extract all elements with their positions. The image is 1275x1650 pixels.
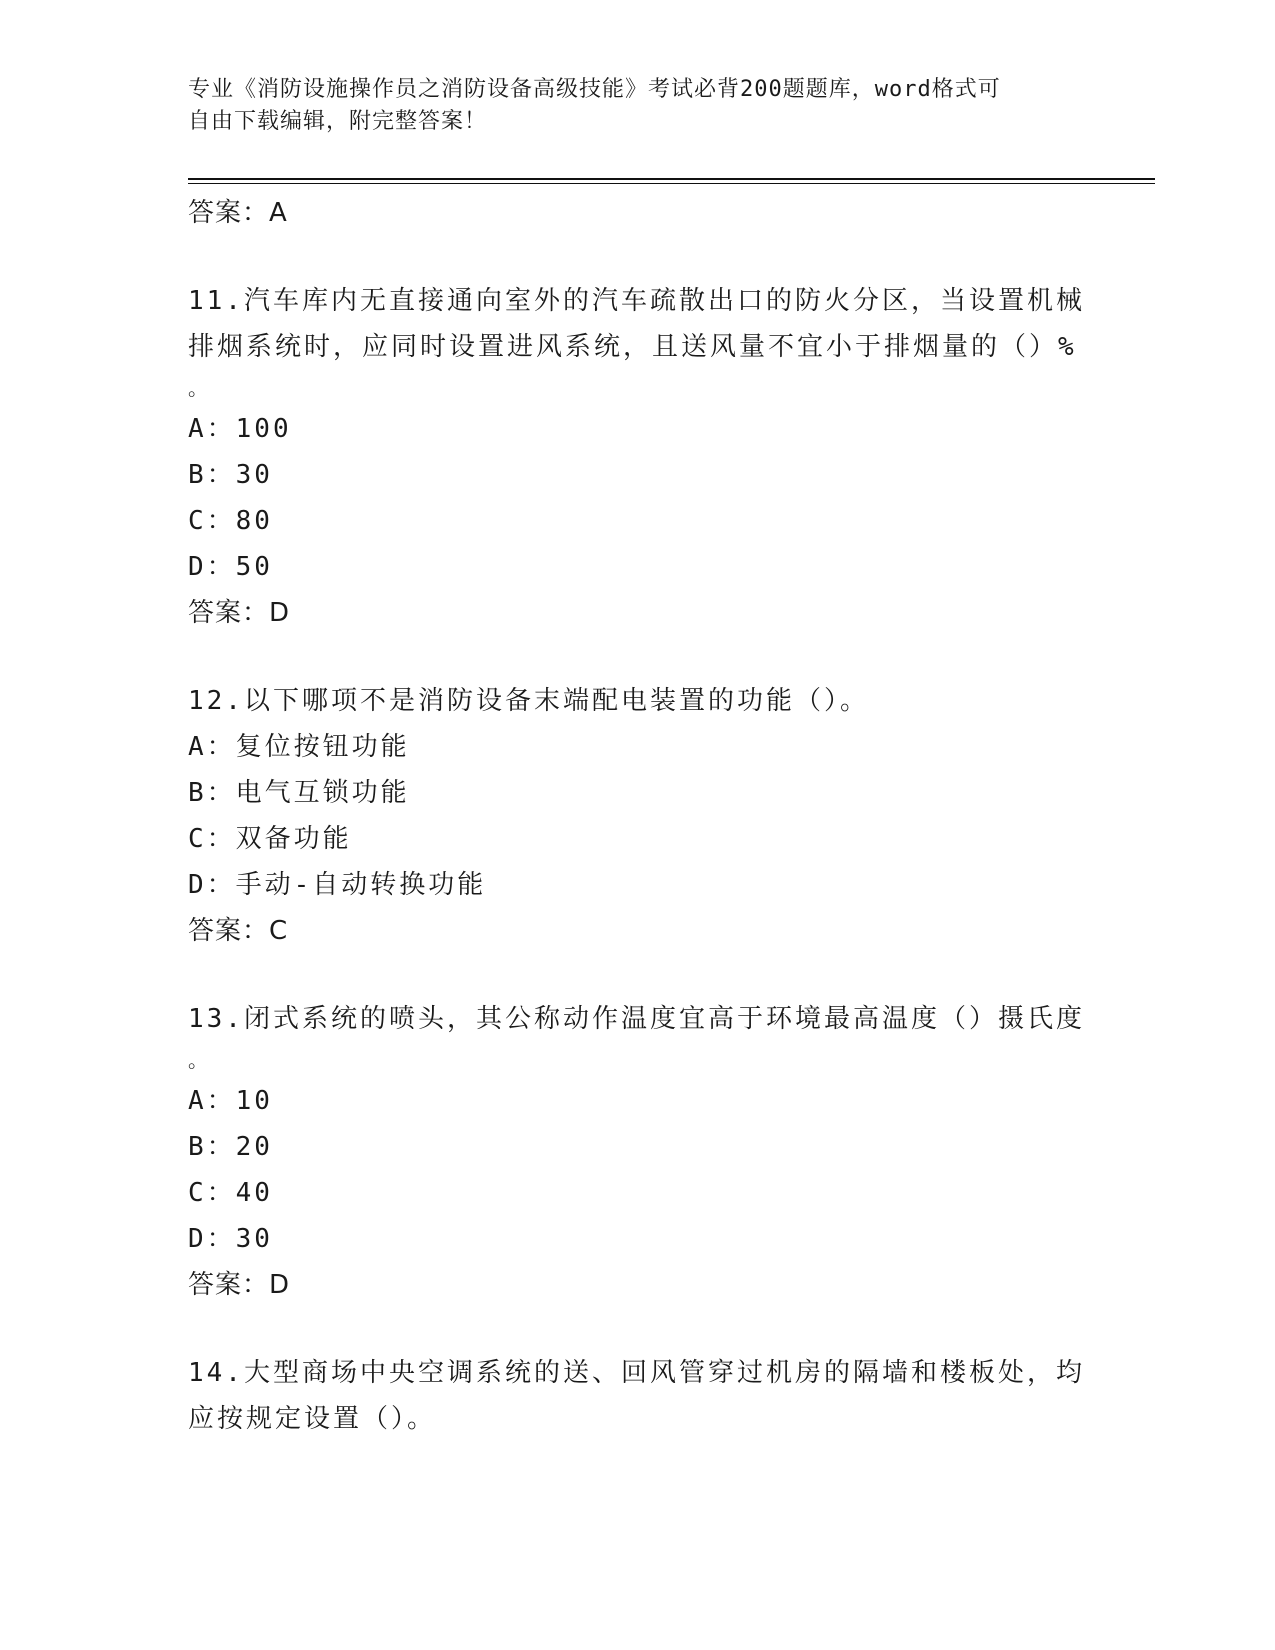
question-text-line: 13.闭式系统的喷头，其公称动作温度宜高于环境最高温度（）摄氏度 — [188, 1004, 1085, 1034]
question-text-line: 12.以下哪项不是消防设备末端配电装置的功能（）。 — [188, 686, 869, 716]
question-text-line: 排烟系统时，应同时设置进风系统，且送风量不宜小于排烟量的（）% — [188, 332, 1077, 362]
question-11 — [188, 278, 1088, 636]
header-line-1: 专业《消防设施操作员之消防设备高级技能》考试必背200题题库，word格式可 — [188, 77, 1001, 102]
option-c: C：双备功能 — [188, 824, 352, 854]
option-a: A：100 — [188, 414, 292, 444]
question-14 — [188, 1350, 1088, 1442]
answer-q12: 答案：C — [188, 916, 289, 946]
option-d: D：手动-自动转换功能 — [188, 870, 487, 900]
header-divider-thin — [188, 183, 1155, 184]
option-c: C：80 — [188, 506, 273, 536]
option-b: B：20 — [188, 1132, 273, 1162]
header-divider-thick — [188, 178, 1155, 180]
question-13 — [188, 996, 1088, 1308]
option-a: A：10 — [188, 1086, 273, 1116]
question-list — [188, 190, 1088, 1442]
option-a: A：复位按钮功能 — [188, 732, 410, 762]
option-c: C：40 — [188, 1178, 273, 1208]
question-text-line: 应按规定设置（）。 — [188, 1404, 437, 1434]
answer-q11: 答案：D — [188, 598, 291, 628]
answer-q13: 答案：D — [188, 1270, 291, 1300]
option-b: B：电气互锁功能 — [188, 778, 410, 808]
question-text-line: 。 — [188, 1048, 211, 1072]
option-d: D：50 — [188, 552, 273, 582]
question-text-line: 14.大型商场中央空调系统的送、回风管穿过机房的隔墙和楼板处，均 — [188, 1358, 1085, 1388]
answer-q10: 答案：A — [188, 198, 288, 228]
question-text-line: 11.汽车库内无直接通向室外的汽车疏散出口的防火分区，当设置机械 — [188, 286, 1085, 316]
question-text-line: 。 — [188, 376, 211, 400]
option-b: B：30 — [188, 460, 273, 490]
header-line-2: 自由下载编辑，附完整答案！ — [188, 109, 488, 134]
document-header — [188, 74, 1068, 138]
option-d: D：30 — [188, 1224, 273, 1254]
question-12 — [188, 678, 1088, 954]
